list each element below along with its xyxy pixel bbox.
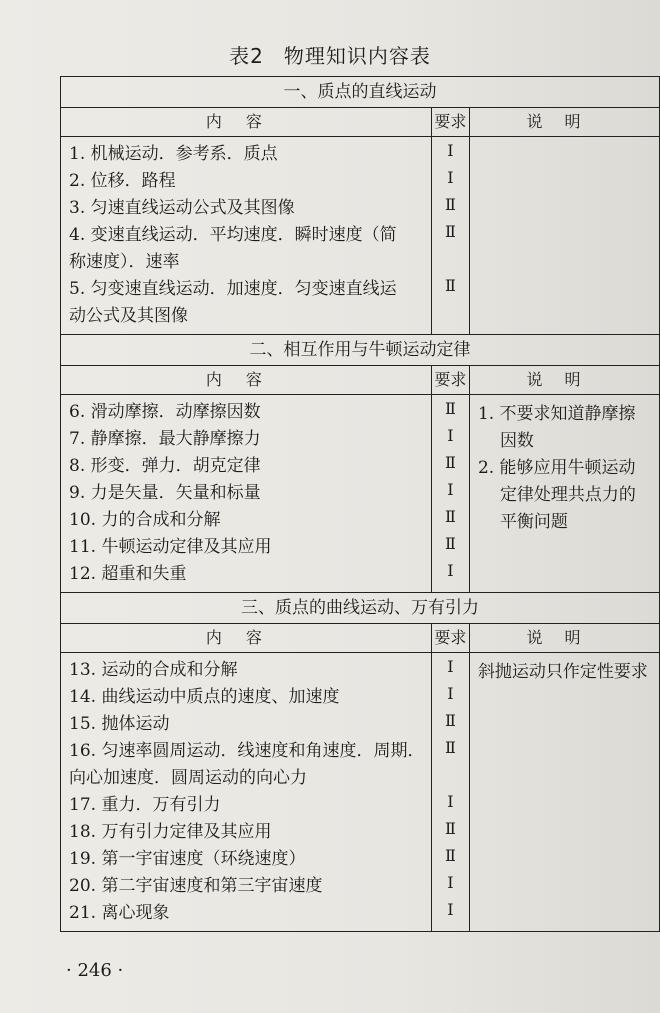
requirement-column-header: 要求 <box>431 366 469 395</box>
note-line: 1. 不要求知道静摩擦 <box>477 404 636 424</box>
requirement-level: Ⅰ <box>447 873 454 892</box>
note-line: 平衡问题 <box>499 512 568 532</box>
table-row <box>61 395 660 593</box>
requirement-level: Ⅰ <box>447 141 454 160</box>
content-cell <box>61 137 432 335</box>
note-column-header: 说明 <box>469 108 659 137</box>
requirement-cell <box>431 395 469 593</box>
requirement-column-header: 要求 <box>431 624 469 653</box>
requirement-level: Ⅱ <box>444 738 456 757</box>
section-heading-row <box>61 77 660 108</box>
list-item: 11. 牛顿运动定律及其应用 <box>69 537 272 557</box>
column-header-row <box>61 108 660 137</box>
list-item: 3. 匀速直线运动公式及其图像 <box>69 198 295 218</box>
requirement-level: Ⅱ <box>444 399 456 418</box>
requirement-level: Ⅰ <box>447 657 454 676</box>
note-line: 因数 <box>499 431 534 451</box>
table-title <box>0 40 660 69</box>
note-cell <box>469 137 659 335</box>
note-line: 斜抛运动只作定性要求 <box>477 662 648 682</box>
requirement-level: Ⅰ <box>447 900 454 919</box>
note-line: 2. 能够应用牛顿运动 <box>477 458 636 478</box>
list-item: 9. 力是矢量．矢量和标量 <box>69 483 261 503</box>
requirement-level: Ⅱ <box>444 711 456 730</box>
section-heading: 二、相互作用与牛顿运动定律 <box>61 335 660 366</box>
list-item: 动公式及其图像 <box>69 306 188 326</box>
note-cell <box>469 395 659 593</box>
list-item: 6. 滑动摩擦．动摩擦因数 <box>69 402 261 422</box>
table-title-text: 物理知识内容表 <box>283 44 431 68</box>
table-label: 表2 <box>229 44 264 68</box>
section-heading-row <box>61 593 660 624</box>
content-column-header: 内容 <box>61 366 432 395</box>
list-item: 向心加速度．圆周运动的向心力 <box>69 768 307 788</box>
note-line: 定律处理共点力的 <box>499 485 636 505</box>
list-item: 10. 力的合成和分解 <box>69 510 221 530</box>
note-column-header: 说明 <box>469 624 659 653</box>
page-number: · 246 · <box>66 960 124 981</box>
list-item: 20. 第二宇宙速度和第三宇宙速度 <box>69 876 323 896</box>
requirement-column-header: 要求 <box>431 108 469 137</box>
list-item: 1. 机械运动．参考系．质点 <box>69 144 278 164</box>
requirement-cell <box>431 653 469 932</box>
requirement-level: Ⅰ <box>447 168 454 187</box>
list-item: 18. 万有引力定律及其应用 <box>69 822 272 842</box>
requirement-level: Ⅱ <box>444 507 456 526</box>
note-column-header: 说明 <box>469 366 659 395</box>
requirement-cell <box>431 137 469 335</box>
list-item: 2. 位移．路程 <box>69 171 176 191</box>
requirement-level: Ⅱ <box>444 195 456 214</box>
section-heading-row <box>61 335 660 366</box>
list-item: 21. 离心现象 <box>69 903 170 923</box>
list-item: 8. 形变．弹力．胡克定律 <box>69 456 261 476</box>
list-item: 称速度）．速率 <box>69 252 180 272</box>
section-heading: 三、质点的曲线运动、万有引力 <box>61 593 660 624</box>
list-item: 15. 抛体运动 <box>69 714 170 734</box>
requirement-level: Ⅱ <box>444 453 456 472</box>
requirement-level: Ⅰ <box>447 426 454 445</box>
requirement-level: Ⅰ <box>447 561 454 580</box>
physics-knowledge-table <box>60 76 660 932</box>
list-item: 12. 超重和失重 <box>69 564 187 584</box>
requirement-level: Ⅱ <box>444 222 456 241</box>
table-row <box>61 653 660 932</box>
list-item: 7. 静摩擦．最大静摩擦力 <box>69 429 261 449</box>
requirement-level: Ⅰ <box>447 684 454 703</box>
table-row <box>61 137 660 335</box>
section-heading: 一、质点的直线运动 <box>61 77 660 108</box>
requirement-level: Ⅱ <box>444 534 456 553</box>
list-item: 19. 第一宇宙速度（环绕速度） <box>69 849 306 869</box>
column-header-row <box>61 366 660 395</box>
note-cell <box>469 653 659 932</box>
list-item: 16. 匀速率圆周运动．线速度和角速度．周期． <box>69 741 425 761</box>
requirement-level: Ⅰ <box>447 480 454 499</box>
content-column-header: 内容 <box>61 624 432 653</box>
list-item: 14. 曲线运动中质点的速度、加速度 <box>69 687 340 707</box>
content-cell <box>61 653 432 932</box>
column-header-row <box>61 624 660 653</box>
requirement-level: Ⅱ <box>444 276 456 295</box>
list-item: 13. 运动的合成和分解 <box>69 660 238 680</box>
requirement-level: Ⅱ <box>444 819 456 838</box>
content-column-header: 内容 <box>61 108 432 137</box>
content-cell <box>61 395 432 593</box>
list-item: 5. 匀变速直线运动．加速度．匀变速直线运 <box>69 279 397 299</box>
requirement-level: Ⅰ <box>447 792 454 811</box>
list-item: 4. 变速直线运动．平均速度．瞬时速度（简 <box>69 225 397 245</box>
list-item: 17. 重力．万有引力 <box>69 795 221 815</box>
requirement-level: Ⅱ <box>444 846 456 865</box>
